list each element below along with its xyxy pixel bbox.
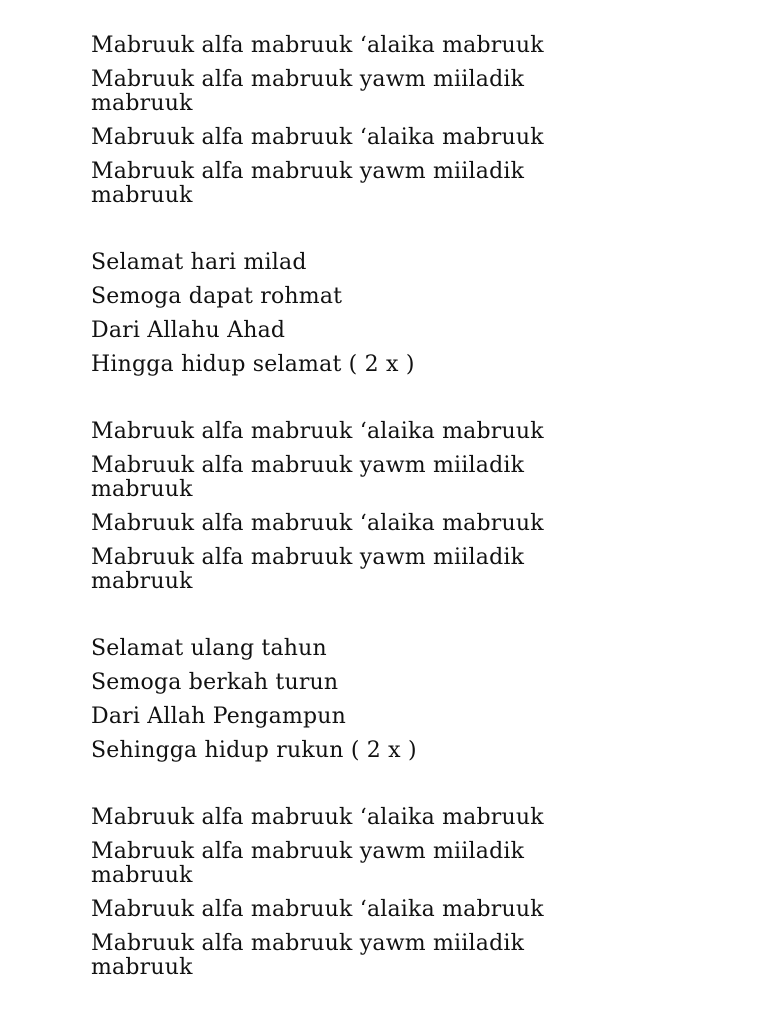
verse-stanza-1 <box>91 251 611 377</box>
chorus-stanza-3 <box>91 806 611 980</box>
lyric-line: Hingga hidup selamat ( 2 x ) <box>91 352 415 377</box>
lyric-line: Mabruuk alfa mabruuk ‘alaika mabruuk <box>91 33 544 58</box>
chorus-stanza-1 <box>91 34 611 208</box>
lyric-line: Semoga berkah turun <box>91 670 339 695</box>
lyric-line: Mabruuk alfa mabruuk ‘alaika mabruuk <box>91 511 544 536</box>
lyric-line: Mabruuk alfa mabruuk yawm miiladik mabruuk <box>91 67 525 116</box>
lyric-line: Selamat ulang tahun <box>91 636 327 661</box>
lyric-line: Dari Allahu Ahad <box>91 318 286 343</box>
lyric-line: Mabruuk alfa mabruuk yawm miiladik mabruuk <box>91 159 525 208</box>
lyric-line: Mabruuk alfa mabruuk ‘alaika mabruuk <box>91 125 544 150</box>
lyric-line: Sehingga hidup rukun ( 2 x ) <box>91 738 417 763</box>
lyric-line: Selamat hari milad <box>91 250 307 275</box>
lyric-line: Mabruuk alfa mabruuk yawm miiladik mabruuk <box>91 931 525 980</box>
lyric-line: Mabruuk alfa mabruuk ‘alaika mabruuk <box>91 805 544 830</box>
lyric-line: Mabruuk alfa mabruuk yawm miiladik mabruuk <box>91 839 525 888</box>
lyric-line: Semoga dapat rohmat <box>91 284 343 309</box>
lyric-line: Dari Allah Pengampun <box>91 704 347 729</box>
lyric-line: Mabruuk alfa mabruuk yawm miiladik mabruuk <box>91 453 525 502</box>
lyric-line: Mabruuk alfa mabruuk ‘alaika mabruuk <box>91 419 544 444</box>
lyrics-document <box>91 34 611 1023</box>
chorus-stanza-2 <box>91 420 611 594</box>
lyric-line: Mabruuk alfa mabruuk yawm miiladik mabruuk <box>91 545 525 594</box>
verse-stanza-2 <box>91 637 611 763</box>
lyric-line: Mabruuk alfa mabruuk ‘alaika mabruuk <box>91 897 544 922</box>
